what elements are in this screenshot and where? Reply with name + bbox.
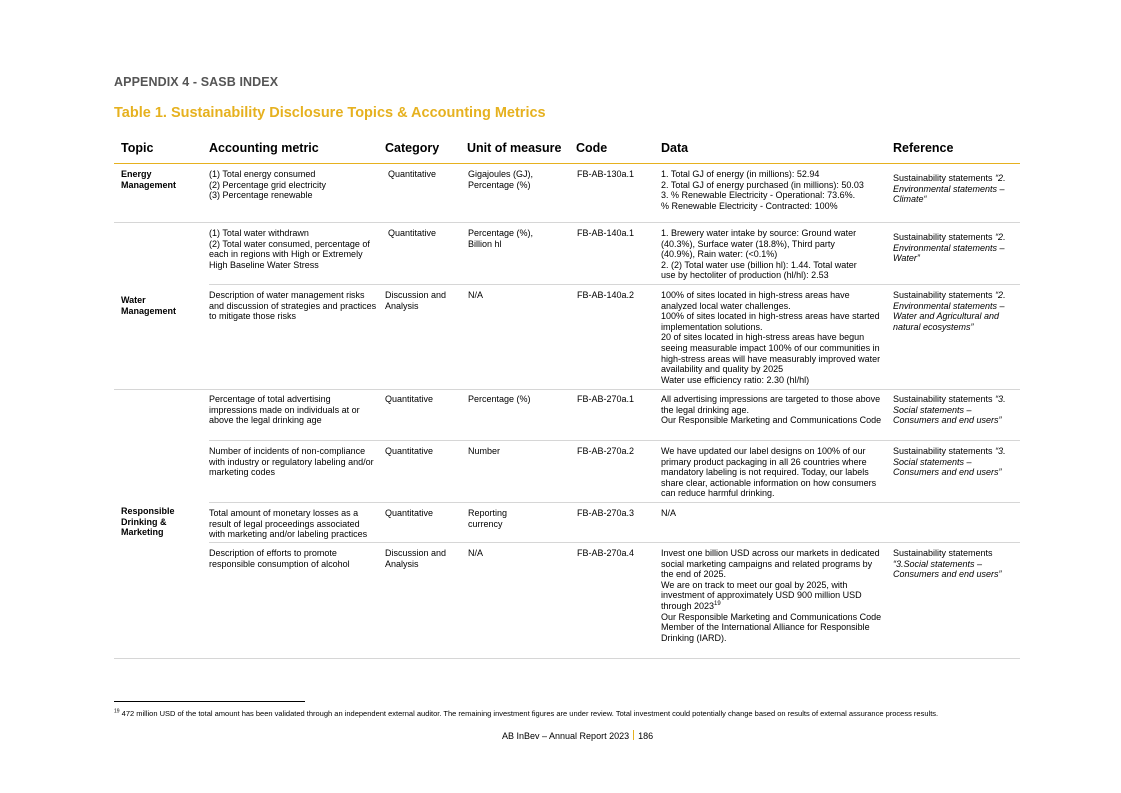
category-cell: Quantitative [385, 394, 434, 404]
footnote-ref: 19 [714, 600, 721, 607]
unit-cell: Percentage (%), Billion hl [468, 228, 534, 249]
code-cell: FB-AB-140a.1 [577, 228, 635, 238]
metric-cell: Number of incidents of non-compliance with industry or regulatory labeling and/or marketing codes [209, 446, 374, 478]
category-cell: Quantitative [385, 508, 434, 518]
reference-cell [893, 394, 1015, 426]
data-text: Our Responsible Marketing and Communications Code Member of the International Alliance for Responsible Drinking (IARD). [661, 611, 882, 643]
appendix-heading: APPENDIX 4 - SASB INDEX [114, 75, 279, 89]
data-text: Invest one billion USD across our markets in dedicated social marketing campaigns and related programs by the end of 2025. We are on track to meet our goal by 2025, with investment of approximately USD 900 million USD through 2023 [661, 548, 880, 611]
reference-section: “3. Social statements – Consumers and end users” [893, 446, 1006, 478]
header-rule [114, 163, 1020, 164]
header-topic: Topic [121, 141, 154, 155]
reference-section: “2. Environmental statements – Water and Agricultural and natural ecosystems” [893, 290, 1006, 332]
code-cell: FB-AB-140a.2 [577, 290, 635, 300]
reference-section: “3. Social statements – Consumers and end users” [893, 394, 1006, 426]
metric-cell: Description of water management risks and discussion of strategies and practices to mitigate those risks [209, 290, 377, 322]
code-cell: FB-AB-270a.1 [577, 394, 635, 404]
data-cell: All advertising impressions are targeted to those above the legal drinking age. Our Responsible Marketing and Communications Code [661, 394, 882, 426]
reference-section: “2. Environmental statements – Water” [893, 232, 1006, 264]
reference-cell [893, 446, 1015, 478]
unit-cell: Gigajoules (GJ), Percentage (%) [468, 169, 534, 190]
row-divider [114, 222, 1020, 223]
reference-cell [893, 232, 1015, 264]
unit-cell: N/A [468, 290, 484, 300]
reference-prefix: Sustainability statements [893, 290, 996, 300]
data-cell [661, 548, 885, 643]
row-divider [114, 389, 1020, 390]
unit-cell: Reporting currency [468, 508, 508, 529]
topic-water-management: Water Management [121, 295, 177, 316]
row-divider [209, 440, 1020, 441]
report-name: AB InBev – Annual Report 2023 [502, 731, 630, 741]
reference-cell [893, 548, 1015, 580]
unit-cell: Percentage (%) [468, 394, 531, 404]
footer-separator [633, 730, 634, 740]
reference-prefix: Sustainability statements [893, 446, 996, 456]
reference-prefix: Sustainability statements [893, 548, 993, 558]
data-cell: 1. Total GJ of energy (in millions): 52.94 2. Total GJ of energy purchased (in millions): 50.03 3. % Renewable Electricity - Operational: 73.6%. % Renewable Electricity - Contracted: 100% [661, 169, 864, 211]
reference-prefix: Sustainability statements [893, 232, 996, 242]
code-cell: FB-AB-270a.4 [577, 548, 635, 558]
table-title: Table 1. Sustainability Disclosure Topics & Accounting Metrics [114, 105, 546, 121]
header-category: Category [385, 141, 440, 155]
data-cell: N/A [661, 508, 677, 518]
row-divider [209, 502, 1020, 503]
topic-energy-management: Energy Management [121, 169, 177, 190]
reference-cell [893, 173, 1015, 205]
metric-cell: (1) Total water withdrawn (2) Total water consumed, percentage of each in regions with High or Extremely High Baseline Water Stress [209, 228, 370, 270]
data-cell: We have updated our label designs on 100% of our primary product packaging in all 26 countries where mandatory labeling is not required. Today, our labels share clear, actionable information on how consumers can reduce harmful drinking. [661, 446, 877, 499]
header-accounting-metric: Accounting metric [209, 141, 319, 155]
category-cell: Discussion and Analysis [385, 290, 447, 311]
footnote-text: 472 million USD of the total amount has been validated through an independent external auditor. The remaining investment figures are under review. Total investment could potentially change based on results of external assurance process results. [119, 709, 939, 718]
reference-cell [893, 290, 1015, 332]
unit-cell: Number [468, 446, 501, 456]
category-cell: Quantitative [388, 169, 437, 179]
code-cell: FB-AB-130a.1 [577, 169, 635, 179]
header-data: Data [661, 141, 689, 155]
row-divider [209, 542, 1020, 543]
metric-cell: (1) Total energy consumed (2) Percentage grid electricity (3) Percentage renewable [209, 169, 327, 201]
code-cell: FB-AB-270a.2 [577, 446, 635, 456]
category-cell: Discussion and Analysis [385, 548, 447, 569]
footnote-rule [114, 701, 305, 702]
footnote [114, 709, 938, 718]
header-reference: Reference [893, 141, 954, 155]
category-cell: Quantitative [385, 446, 434, 456]
header-code: Code [576, 141, 608, 155]
reference-prefix: Sustainability statements [893, 394, 996, 404]
data-cell: 100% of sites located in high-stress areas have analyzed local water challenges. 100% of sites located in high-stress areas have started implementation solutions. 20 of sites located in high-stress areas have begun seeing measurable impact 100% of our communities in high-stress areas will have measurably improved water availability and quality by 2025 Water use efficiency ratio: 2.30 (hl/hl) [661, 290, 881, 385]
metric-cell: Total amount of monetary losses as a result of legal proceedings associated with marketing and/or labeling practices [209, 508, 368, 540]
metric-cell: Percentage of total advertising impressions made on individuals at or above the legal drinking age [209, 394, 360, 426]
topic-responsible-drinking: Responsible Drinking & Marketing [121, 506, 175, 538]
reference-section: “3.Social statements – Consumers and end users” [893, 558, 1002, 580]
footnote-mark: 19 [114, 708, 120, 715]
reference-section: “2. Environmental statements – Climate“ [893, 173, 1006, 205]
category-cell: Quantitative [388, 228, 437, 238]
page-number: 186 [638, 731, 654, 741]
page-footer [502, 730, 653, 741]
reference-prefix: Sustainability statements [893, 173, 996, 183]
row-divider [114, 658, 1020, 659]
metric-cell: Description of efforts to promote responsible consumption of alcohol [209, 548, 350, 569]
header-unit: Unit of measure [467, 141, 562, 155]
unit-cell: N/A [468, 548, 484, 558]
row-divider [209, 284, 1020, 285]
data-cell: 1. Brewery water intake by source: Ground water (40.3%), Surface water (18.8%), Third party (40.9%), Rain water: (<0.1%) 2. (2) Total water use (billion hl): 1.44. Total water use by hectoliter of production (hl/hl): 2.53 [661, 228, 857, 281]
code-cell: FB-AB-270a.3 [577, 508, 635, 518]
